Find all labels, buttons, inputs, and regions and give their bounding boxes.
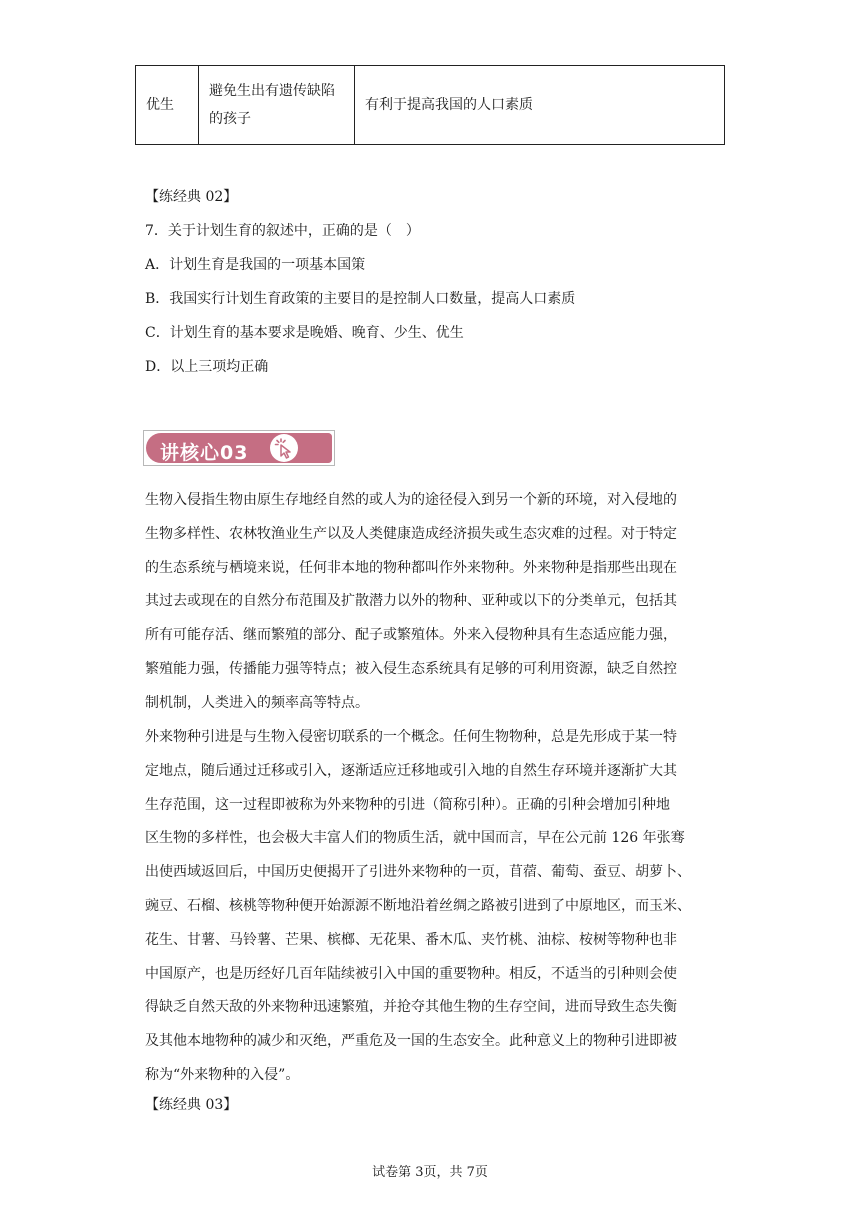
paragraph-line: 其过去或现在的自然分布范围及扩散潜力以外的物种、亚种或以下的分类单元，包括其	[145, 593, 677, 610]
paragraph-line: 出使西域返回后，中国历史便揭开了引进外来物种的一页，苜蓿、葡萄、蚕豆、胡萝卜、	[145, 864, 691, 881]
page-footer: 试卷第 3页，共 7页	[372, 1165, 488, 1180]
question-7: 7．关于计划生育的叙述中，正确的是（ ）	[145, 223, 420, 239]
table-cell-content: 避免生出有遗传缺陷的孩子	[199, 66, 355, 145]
core-section-banner	[143, 430, 335, 466]
paragraph-line: 生存范围，这一过程即被称为外来物种的引进（简称引种）。正确的引种会增加引种地	[145, 796, 670, 813]
paragraph-line: 的生态系统与栖境来说，任何非本地的物种都叫作外来物种。外来物种是指那些出现在	[145, 559, 677, 576]
banner-label: 讲核心03	[160, 442, 249, 464]
option-b: B．我国实行计划生育政策的主要目的是控制人口数量，提高人口素质	[145, 291, 576, 307]
exercise-02-header: 【练经典 02】	[145, 189, 238, 205]
paragraph-line: 豌豆、石榴、核桃等物种便开始源源不断地沿着丝绸之路被引进到了中原地区，而玉米、	[145, 897, 691, 914]
option-d: D．以上三项均正确	[145, 359, 269, 375]
paragraph-line: 花生、甘薯、马铃薯、芒果、槟榔、无花果、番木瓜、夹竹桃、油棕、桉树等物种也非	[145, 931, 677, 948]
banner-background	[146, 433, 332, 463]
paragraph-line: 繁殖能力强，传播能力强等特点；被入侵生态系统具有足够的可利用资源，缺乏自然控	[145, 660, 677, 677]
paragraph-line: 所有可能存活、继而繁殖的部分、配子或繁殖体。外来入侵物种具有生态适应能力强，	[145, 627, 677, 644]
paragraph-line: 生物多样性、农林牧渔业生产以及人类健康造成经济损失或生态灾难的过程。对于特定	[145, 525, 677, 542]
paragraph-line: 及其他本地物种的减少和灭绝，严重危及一国的生态安全。此种意义上的物种引进即被	[145, 1033, 677, 1050]
policy-table	[135, 65, 725, 145]
paragraph-line: 定地点，随后通过迁移或引入，逐渐适应迁移地或引入地的自然生存环境并逐渐扩大其	[145, 762, 677, 779]
paragraph-biological-invasion	[145, 484, 717, 721]
paragraph-line: 外来物种引进是与生物入侵密切联系的一个概念。任何生物物种，总是先形成于某一特	[145, 729, 677, 745]
table-cell-term: 优生	[136, 66, 199, 145]
paragraph-line: 制机制，人类进入的频率高等特点。	[145, 694, 369, 711]
click-pointer-icon	[270, 434, 298, 462]
paragraph-line: 区生物的多样性，也会极大丰富人们的物质生活，就中国而言，早在公元前 126 年张骞	[145, 830, 685, 847]
option-a: A．计划生育是我国的一项基本国策	[145, 257, 366, 273]
paragraph-line: 中国原产，也是历经好几百年陆续被引入中国的重要物种。相反，不适当的引种则会使	[145, 965, 677, 982]
table-cell-purpose: 有利于提高我国的人口素质	[355, 66, 725, 145]
table-row	[136, 66, 725, 145]
paragraph-line: 生物入侵指生物由原生存地经自然的或人为的途径侵入到另一个新的环境，对入侵地的	[145, 492, 677, 508]
paragraph-line: 得缺乏自然天敌的外来物种迅速繁殖，并抢夺其他生物的生存空间，进而导致生态失衡	[145, 999, 677, 1016]
option-c: C．计划生育的基本要求是晚婚、晚育、少生、优生	[145, 325, 464, 341]
paragraph-species-introduction	[145, 721, 717, 1093]
exercise-03-header: 【练经典 03】	[145, 1097, 238, 1113]
paragraph-line: 称为“外来物种的入侵”。	[145, 1066, 300, 1083]
